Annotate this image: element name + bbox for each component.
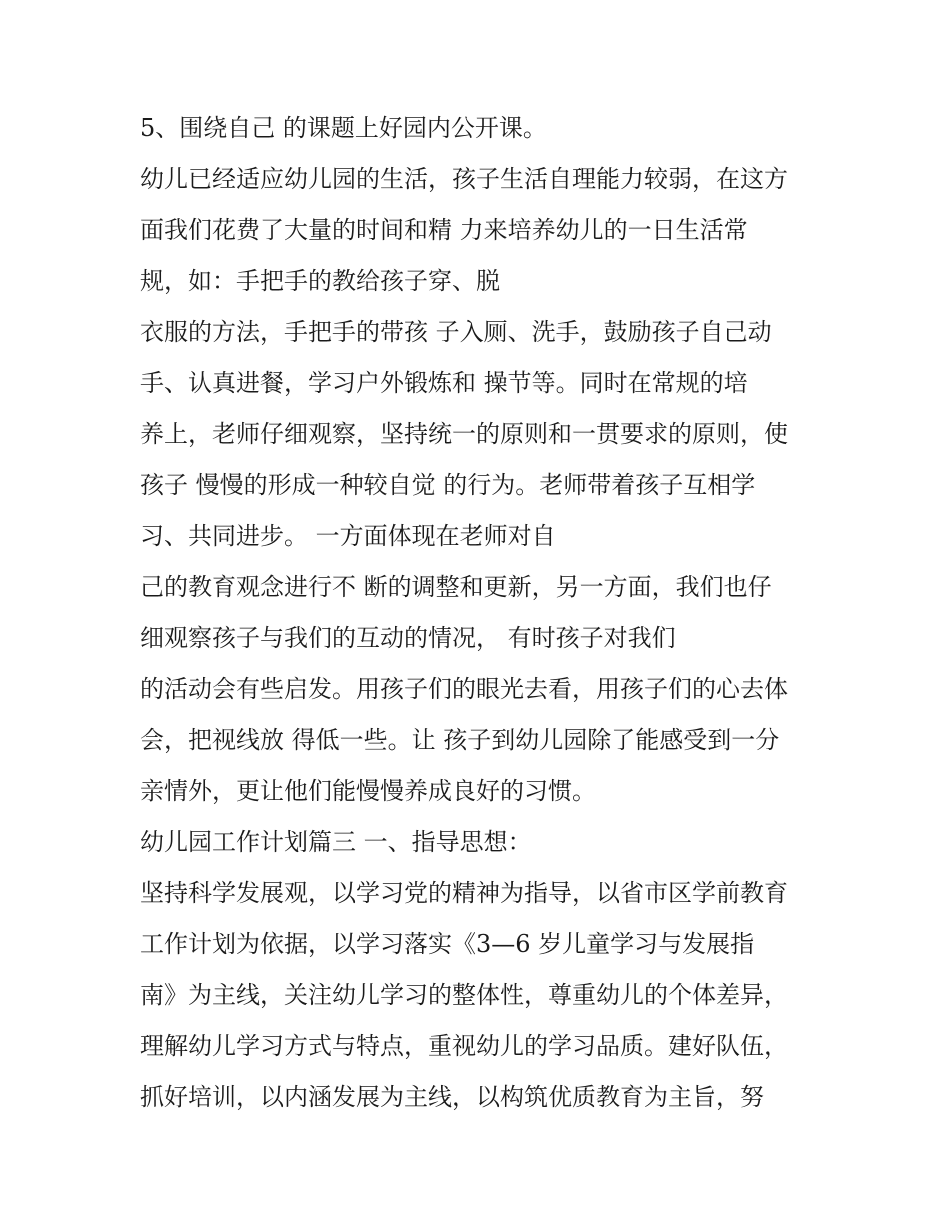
text-line: 的活动会有些启发。用孩子们的眼光去看，用孩子们的心去体: [140, 675, 788, 703]
text-line: 衣服的方法，手把手的带孩 子入厕、洗手，鼓励孩子自己动: [140, 318, 772, 346]
text-line: 南》为主线，关注幼儿学习的整体性，尊重幼儿的个体差异，: [140, 981, 788, 1009]
text-line: 孩子 慢慢的形成一种较自觉 的行为。老师带着孩子互相学: [140, 471, 756, 499]
text-line: 5、围绕自己 的课题上好园内公开课。: [140, 114, 547, 142]
text-line: 理解幼儿学习方式与特点，重视幼儿的学习品质。建好队伍，: [140, 1032, 788, 1060]
text-line: 己的教育观念进行不 断的调整和更新，另一方面，我们也仔: [140, 573, 772, 601]
text-line: 坚持科学发展观，以学习党的精神为指导，以省市区学前教育: [140, 879, 788, 907]
text-line: 习、共同进步。 一方面体现在老师对自: [140, 522, 556, 550]
text-line: 会，把视线放 得低一些。让 孩子到幼儿园除了能感受到一分: [140, 726, 780, 754]
text-line: 面我们花费了大量的时间和精 力来培养幼儿的一日生活常: [140, 216, 748, 244]
text-line: 细观察孩子与我们的互动的情况， 有时孩子对我们: [140, 624, 676, 652]
text-line: 手、认真进餐，学习户外锻炼和 操节等。同时在常规的培: [140, 369, 748, 397]
section-heading: 幼儿园工作计划篇三 一、指导思想：: [140, 828, 532, 856]
text-line: 规，如：手把手的教给孩子穿、脱: [140, 267, 500, 295]
text-line: 幼儿已经适应幼儿园的生活，孩子生活自理能力较弱，在这方: [140, 165, 788, 193]
text-line: 工作计划为依据，以学习落实《3—6 岁儿童学习与发展指: [140, 930, 755, 958]
text-line: 抓好培训，以内涵发展为主线，以构筑优质教育为主旨，努: [140, 1083, 764, 1111]
text-line: 亲情外，更让他们能慢慢养成良好的习惯。: [140, 777, 596, 805]
text-line: 养上，老师仔细观察，坚持统一的原则和一贯要求的原则，使: [140, 420, 788, 448]
